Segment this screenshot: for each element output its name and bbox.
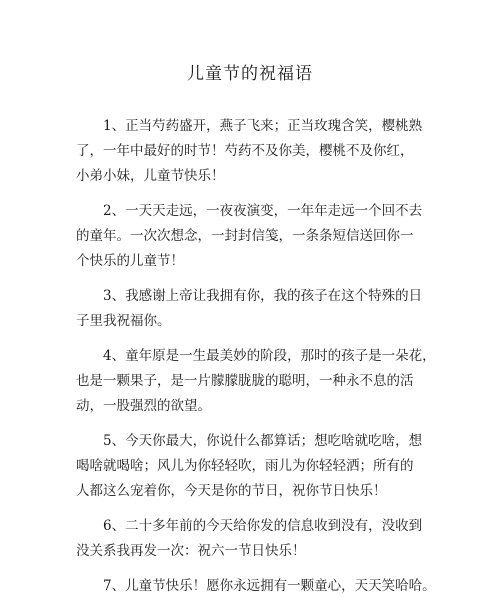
paragraph-gap bbox=[76, 189, 432, 199]
paragraph-line: 子里我祝福你。 bbox=[76, 313, 171, 329]
paragraph-line: 4、童年原是一生最美妙的阶段，那时的孩子是一朵花， bbox=[103, 348, 436, 364]
paragraph-line: 也是一颗果子，是一片朦朦胧胧的聪明，一种永不息的活 bbox=[76, 373, 414, 389]
paragraph-line: 3、我感谢上帝让我拥有你，我的孩子在这个特殊的日 bbox=[103, 288, 423, 304]
paragraph-line: 了，一年中最好的时节！芍药不及你美，樱桃不及你红， bbox=[76, 143, 414, 159]
paragraph-4 bbox=[76, 344, 436, 419]
paragraph-line: 7、儿童节快乐！愿你永远拥有一颗童心，天天笑哈哈。 bbox=[103, 578, 436, 594]
paragraph-line: 1、正当芍药盛开，燕子飞来；正当玫瑰含笑，樱桃熟 bbox=[103, 118, 423, 134]
paragraph-line: 人都这么宠着你，今天是你的节日，祝你节日快乐！ bbox=[76, 483, 387, 499]
paragraph-2 bbox=[76, 199, 432, 274]
paragraph-3 bbox=[76, 284, 432, 334]
document-title: 儿童节的祝福语 bbox=[187, 64, 313, 84]
paragraph-gap bbox=[76, 504, 432, 514]
paragraph-line: 小弟小妹，儿童节快乐！ bbox=[76, 168, 225, 184]
paragraph-line: 2、一天天走远，一夜夜演变，一年年走远一个回不去 bbox=[103, 203, 423, 219]
paragraph-line: 喝啥就喝啥；风儿为你轻轻吹，雨儿为你轻轻洒；所有的 bbox=[76, 458, 414, 474]
paragraph-gap bbox=[76, 274, 432, 284]
paragraph-5 bbox=[76, 429, 432, 504]
paragraph-line: 5、今天你最大，你说什么都算话；想吃啥就吃啥，想 bbox=[103, 433, 423, 449]
paragraph-gap bbox=[76, 334, 432, 344]
paragraph-line: 动，一股强烈的欲望。 bbox=[76, 398, 211, 414]
paragraph-7 bbox=[76, 574, 436, 599]
paragraph-line: 6、二十多年前的今天给你发的信息收到没有，没收到 bbox=[103, 518, 423, 534]
paragraph-1 bbox=[76, 114, 432, 189]
paragraph-line: 的童年。一次次想念，一封封信笺，一条条短信送回你一 bbox=[76, 228, 414, 244]
document-body bbox=[76, 114, 436, 599]
paragraph-gap bbox=[76, 419, 432, 429]
paragraph-line: 个快乐的儿童节！ bbox=[76, 253, 184, 269]
paragraph-line: 没关系我再发一次：祝六一节日快乐！ bbox=[76, 543, 306, 559]
paragraph-6 bbox=[76, 514, 432, 564]
